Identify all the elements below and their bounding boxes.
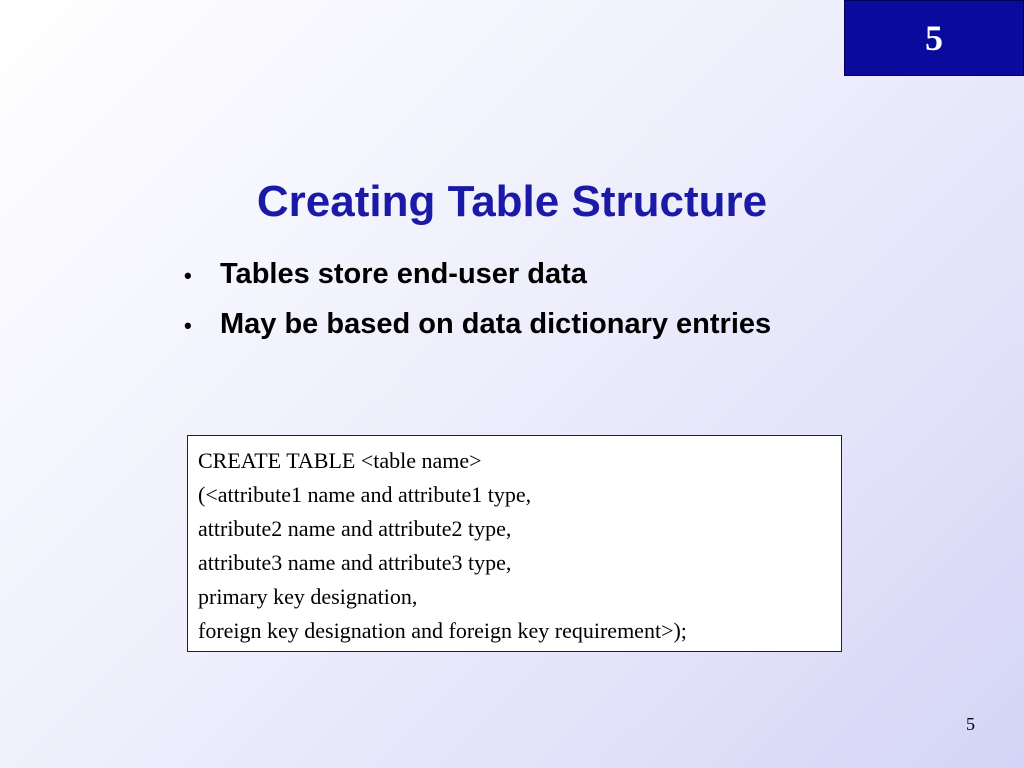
code-line: (<attribute1 name and attribute1 type, [198, 482, 532, 507]
bullet-text: May be based on data dictionary entries [220, 308, 772, 340]
code-line: attribute3 name and attribute3 type, [198, 550, 512, 575]
bullet-item [184, 304, 771, 354]
bullet-list [184, 254, 771, 354]
slide-title: Creating Table Structure [256, 177, 768, 226]
code-line: foreign key designation and foreign key requirement>); [198, 618, 687, 643]
code-line: CREATE TABLE <table name> [198, 448, 482, 473]
bullet-dot-icon: • [184, 313, 192, 338]
chapter-number: 5 [925, 18, 943, 58]
chapter-badge [844, 0, 1024, 76]
bullet-dot-icon: • [184, 263, 192, 288]
bullet-text: Tables store end-user data [220, 258, 587, 290]
sql-syntax-box [187, 435, 842, 652]
code-line: attribute2 name and attribute2 type, [198, 516, 512, 541]
bullet-item [184, 254, 771, 304]
code-line: primary key designation, [198, 584, 418, 609]
page-number: 5 [966, 714, 975, 734]
